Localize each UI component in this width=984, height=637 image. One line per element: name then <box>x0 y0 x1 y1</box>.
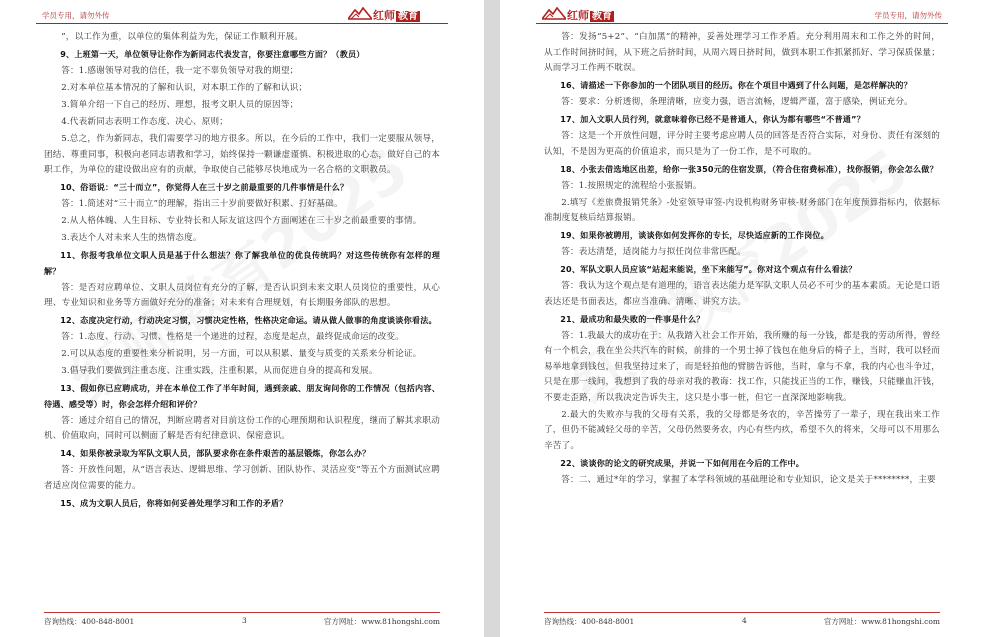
question-heading: 18、小张去借选地区出差，给你一张350元的住宿发票，（符合住宿费标准），找你报销，你会怎么做？ <box>560 163 938 174</box>
page-footer <box>44 612 440 628</box>
brand-logo <box>348 6 448 22</box>
answer-paragraph: 答：表达清楚，适岗能力与拟任岗位非常匹配。 <box>561 247 746 257</box>
header-note: 学员专用，请勿外传 <box>874 11 942 20</box>
answer-paragraph: 答：发扬“5+2”、“白加黑”的精神，妥善处理学习工作矛盾。充分利用周末和工作之外的时间，从工作时间挤时间，从下班之后挤时间，从周六周日挤时间，做到本职工作抓紧抓好、学习保质保量；从而学习工作两不耽误。 <box>544 32 940 73</box>
answer-paragraph: 答：这是一个开放性问题，评分时主要考虑应聘人员的回答是否符合实际，对身份、责任有深刻的认知，不是因为更高的价值追求，而只是为了一份工作，是不可取的。 <box>544 131 940 157</box>
question-heading: 22、谈谈你的论文的研究成果，并说一下如何用在今后的工作中。 <box>560 457 805 468</box>
question-heading: 11、你报考我单位文职人员是基于什么想法？你了解我单位的优良传统吗？对这些传统你有怎样的理解？ <box>44 250 440 276</box>
question-heading: 10、俗语说：“三十而立”，你觉得人在三十岁之前最重要的几件事情是什么？ <box>60 182 349 192</box>
page-body <box>44 30 440 513</box>
footer-hotline: 咨询热线：400-848-8001 <box>544 617 635 626</box>
answer-paragraph: 答：二、通过*年的学习，掌握了本学科领域的基础理论和专业知识，论文是关于********，主要 <box>561 474 936 485</box>
question-heading: 20、军队文职人员应该“站起来能说，坐下来能写”。你对这个观点有什么看法？ <box>560 264 857 274</box>
question-heading: 13、假如你已应聘成功，并在本单位工作了半年时间，遇到亲戚、朋友询问你的工作情况（包括内容、待遇、感受等）时，你会怎样介绍和评价？ <box>44 383 440 409</box>
page-header <box>36 6 448 22</box>
answer-paragraph: 3.表达个人对未来人生的热情态度。 <box>61 233 202 243</box>
header-note: 学员专用，请勿外传 <box>42 11 110 20</box>
answer-paragraph: 答：是否对应聘单位、文职人员岗位有充分的了解，是否认识到未来文职人员岗位的重要性，从心理、专业知识和业务等方面做好充分的准备；对未来有合理规划，有长期服务部队的思想。 <box>44 282 440 308</box>
page-header <box>536 6 948 22</box>
question-heading: 9、上班第一天，单位领导让你作为新同志代表发言，你要注意哪些方面？（教员） <box>60 49 365 59</box>
question-heading: 16、请描述一下你参加的一个团队项目的经历。你在个项目中遇到了什么问题，是怎样解决的？ <box>560 80 912 90</box>
logo-text: 红师 <box>567 9 589 22</box>
footer-hotline: 咨询热线：400-848-8001 <box>44 617 135 626</box>
answer-paragraph: 答：1.态度、行动、习惯、性格是一个递进的过程，态度是起点，最终促成命运的改变。 <box>61 332 404 342</box>
answer-paragraph: 答：1.简述对“三十而立”的理解，指出三十岁前要做好积累、打好基础。 <box>61 199 343 209</box>
answer-paragraph: 答：1.感谢领导对我的信任，我一定不辜负领导对我的期望； <box>61 66 299 76</box>
mountain-icon <box>542 6 566 20</box>
question-heading: 17、加入文职人员行列，就意味着你已经不是普通人，你认为都有哪些“不普通”？ <box>560 114 865 124</box>
page-right <box>500 0 984 637</box>
answer-paragraph: 2.从人格体魄、人生目标、专业特长和人际友谊这四个方面阐述在三十岁之前最重要的事情。 <box>61 216 422 226</box>
answer-paragraph: 答：要求：分析透彻，条理清晰，应变力强，语言流畅，逻辑严谨，富于感染，例证充分。 <box>561 97 913 107</box>
brand-logo <box>542 6 642 22</box>
answer-paragraph: 答：我认为这个观点是有道理的，语言表达能力是军队文职人员必不可少的基本素质。无论是口语表达还是书面表达，都应当准确、清晰、讲究方法。 <box>544 281 940 307</box>
answer-paragraph: 2.对本单位基本情况的了解和认识，对本职工作的了解和认识； <box>61 83 308 93</box>
answer-paragraph: 3.倡导我们要做到注重态度、注重实践，注重积累，从而促进自身的提高和发展。 <box>61 366 378 376</box>
question-heading: 15、成为文职人员后，你将如何妥善处理学习和工作的矛盾？ <box>60 497 288 508</box>
question-heading: 14、如果你被录取为军队文职人员，部队要求你在条件艰苦的基层锻炼，你怎么办？ <box>60 448 371 458</box>
answer-paragraph: 2.填写《差旅费报销凭条》-处室领导审签-内设机构财务审核-财务部门在年度预算指标内，依据标准制度复核后结算报销。 <box>544 197 940 223</box>
logo-text: 红师 <box>373 9 395 22</box>
footer-site: 官方网址：www.81hongshi.com <box>823 617 940 626</box>
question-heading: 12、态度决定行动，行动决定习惯，习惯决定性格，性格决定命运。请从做人做事的角度谈谈你看法。 <box>60 315 437 325</box>
logo-box: 教育 <box>592 11 612 22</box>
question-heading: 21、最成功和最失败的一件事是什么？ <box>560 313 705 324</box>
logo-box: 教育 <box>398 11 418 22</box>
answer-paragraph: 答：1.按照规定的流程给小张报销。 <box>561 180 702 191</box>
answer-paragraph: 2.最大的失败亦与我的父母有关系，我的父母都是务农的，辛苦操劳了一辈子，现在我出来工作了，但仍不能减轻父母的辛苦，父母仍然要务农，内心有些内疚，希望不久的将来，父母可以不用那么辛苦了。 <box>544 409 940 451</box>
answer-paragraph: 答：1.我最大的成功在于：从我踏入社会工作开始，我所赚的每一分钱，都是我的劳动所得，曾经有一个机会，我在坐公共汽车的时候，前排的一个男士掉了钱包在他身后的椅子上，当时，我可以轻而易举地拿到钱包，但我坚持过来了，而是轻拍他的臂膀告诉他，当时，拿与不拿，我的内心也斗争过，只是在那一线间，我想到了我的母亲对我的教诲：找工作，只能找正当的工作，赚钱，只能赚血汗钱，不要走歪路，所以我决定告诉失主，这只是小事一桩，但它一直深深地影响我。 <box>544 330 940 403</box>
page-footer <box>544 612 940 628</box>
page-number: 4 <box>742 616 747 625</box>
answer-paragraph: ”，以工作为重，以单位的集体利益为先，保证工作顺利开展。 <box>61 32 304 42</box>
mountain-icon <box>348 6 372 20</box>
header-rule <box>36 23 448 24</box>
footer-site: 官方网址：www.81hongshi.com <box>323 617 440 626</box>
question-heading: 19、如果你被聘用，谈谈你如何发挥你的专长，尽快适应新的工作岗位。 <box>560 230 829 240</box>
page-number: 3 <box>242 616 247 625</box>
answer-paragraph: 答：开放性问题，从“语言表达、逻辑思维、学习创新、团队协作、灵活应变”等五个方面测试应聘者适应岗位需要的能力。 <box>44 465 440 491</box>
page-body <box>544 30 940 490</box>
answer-paragraph: 4.代表新同志表明工作态度、决心、原则； <box>61 117 229 127</box>
answer-paragraph: 5.总之，作为新同志，我们需要学习的地方很多。所以，在今后的工作中，我们一定要服从领导，团结、尊重同事，积极向老同志请教和学习，始终保持一颗谦虚谨慎、积极进取的心态，做好自己的本职工作，为单位的建设做出应有的贡献，争取使自己能够尽快地成为一名合格的文职教员。 <box>44 134 440 175</box>
answer-paragraph: 2.可以从态度的重要性来分析说明，另一方面，可以从积累、量变与质变的关系来分析论证。 <box>61 349 422 359</box>
page-left <box>0 0 484 637</box>
answer-paragraph: 答：通过介绍自己的情况，判断应聘者对目前这份工作的心理预期和认识程度，继而了解其求职动机、价值取向，同时可以侧面了解是否有纪律意识、保密意识。 <box>44 415 440 441</box>
answer-paragraph: 3.简单介绍一下自己的经历、理想，报考文职人员的原因等； <box>61 100 299 110</box>
header-rule <box>536 23 948 24</box>
